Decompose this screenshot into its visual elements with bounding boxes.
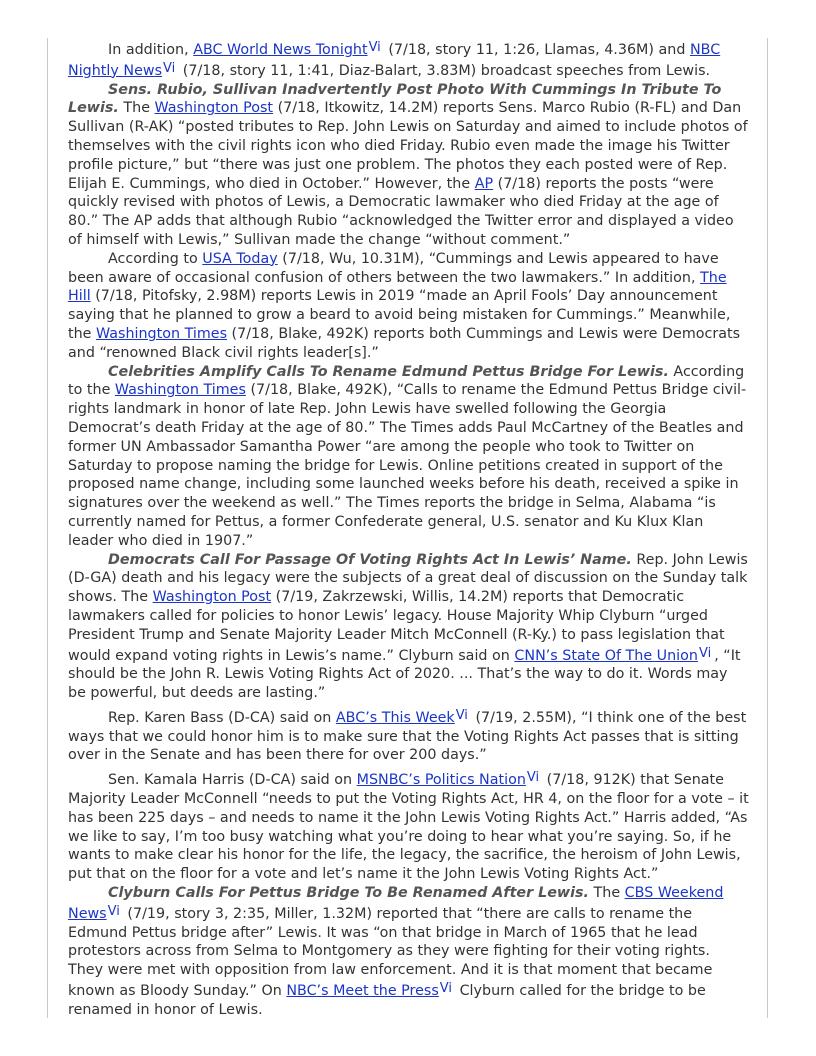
body-text: (7/18, 912K) that Senate Majority Leader McConnell “needs to put the Voting Rights Act, HR 4, on the floor for a vote – it has been 225 days – and needs to name it the John Lewis Voting Rights Act.” Harris added, “As we like to say, I’m too busy watching what you’re doing to hear what you’re saying. So, if he wants to make clear his honor for the life, the legacy, the sacrifice, the heroism of John Lewis, put that on the floor for a vote and let’s name it the John Lewis Voting Rights Act.”: [68, 772, 749, 883]
left-margin-rule: [47, 38, 48, 1018]
link-washington-times[interactable]: Washington Times: [96, 325, 228, 342]
link-washington-post-2[interactable]: Washington Post: [152, 589, 272, 606]
link-msnbc-politics-nation[interactable]: MSNBC’s Politics Nation: [356, 772, 526, 789]
link-nbc-nightly-news[interactable]: NBC Nightly News: [68, 42, 721, 79]
article-paragraph: [68, 250, 749, 363]
body-text: (7/18, Blake, 492K), “Calls to rename the Edmund Pettus Bridge civil-rights landmark in honor of late Rep. John Lewis have swelled following the Georgia Democrat’s death Friday at the age of 80.” The Times adds Paul McCartney of the Beatles and former UN Ambassador Samantha Power “are among the people who took to Twitter on Saturday to propose naming the bridge for Lewis. Online petitions created in support of the proposed name change, including some launched weeks before his death, received a spike in signatures over the weekend as well.” The Times reports the bridge in Selma, Alabama “is currently named for Pettus, a former Confederate general, U.S. senator and Ku Klux Klan leader who died in 1907.”: [68, 382, 747, 549]
link-washington-times-2[interactable]: Washington Times: [114, 382, 246, 399]
link-cnn-state-of-the-union[interactable]: CNN’s State Of The Union: [514, 647, 698, 664]
link-abc-world-news-tonight[interactable]: ABC World News Tonight: [193, 42, 368, 58]
link-washington-post[interactable]: Washington Post: [154, 100, 274, 117]
link-cbs-weekend-news[interactable]: CBS Weekend News: [68, 885, 724, 922]
video-icon[interactable]: Vi: [698, 645, 712, 661]
article-paragraph: [68, 363, 749, 551]
story-headline: Democrats Call For Passage Of Voting Rights Act In Lewis’ Name.: [108, 551, 632, 568]
video-icon[interactable]: Vi: [455, 707, 468, 723]
story-headline: Clyburn Calls For Pettus Bridge To Be Renamed After Lewis.: [108, 885, 589, 902]
body-text: (7/18, story 11, 1:26, Llamas, 4.36M) and: [383, 42, 690, 58]
story-headline: Celebrities Amplify Calls To Rename Edmund Pettus Bridge For Lewis.: [108, 363, 669, 380]
body-text: (7/18, Pitofsky, 2.98M) reports Lewis in 2019 “made an April Fools’ Day announcement saying that he planned to grow a beard to avoid being mistaken for Cummings.” Meanwhile, the: [68, 288, 731, 342]
body-text: (7/18, Itkowitz, 14.2M) reports Sens. Marco Rubio (R-FL) and Dan Sullivan (R-AK) “posted tributes to Rep. John Lewis on Saturday and aimed to include photos of themselves with the civil rights icon who died Friday. Rubio even made the image his Twitter profile picture,” but “there was just one problem. The photos they each posted were of Rep. Elijah E. Cummings, who died in October.” However, the: [68, 100, 748, 192]
link-the-hill[interactable]: The Hill: [68, 269, 727, 305]
article-paragraph: [68, 39, 749, 81]
link-ap[interactable]: AP: [474, 175, 494, 192]
video-icon[interactable]: Vi: [107, 903, 120, 919]
article-paragraph: [68, 81, 749, 250]
body-text: The: [588, 885, 625, 902]
article-paragraph: [68, 769, 749, 884]
video-icon[interactable]: Vi: [526, 770, 540, 786]
body-text: (7/18, story 11, 1:41, Diaz-Balart, 3.83M) broadcast speeches from Lewis.: [178, 62, 711, 79]
body-text: Rep. John Lewis (D-GA) death and his legacy were the subjects of a great deal of discussion on the Sunday talk shows. The: [68, 551, 748, 606]
body-text: (7/18, Blake, 492K) reports both Cummings and Lewis were Democrats and “renowned Black civil rights leader[s].”: [68, 325, 741, 361]
link-usa-today[interactable]: USA Today: [202, 250, 278, 267]
body-text: In addition,: [108, 42, 194, 58]
body-text: , “It should be the John R. Lewis Voting Rights Act of 2020. ... That’s the way to do it. Words may be powerful, but deeds are lasting.”: [68, 647, 741, 702]
body-text: The: [118, 100, 155, 117]
video-icon[interactable]: Vi: [439, 981, 453, 997]
body-text: Clyburn called for the bridge to be renamed in honor of Lewis.: [68, 983, 706, 1018]
body-text: (7/19, Zakrzewski, Willis, 14.2M) reports that Democratic lawmakers called for policies to honor Lewis’ legacy. House Majority Whip Clyburn “urged President Trump and Senate Majority Leader Mitch McConnell (R-Ky.) to pass legislation that would expand voting rights in Lewis’s name.” Clyburn said on: [68, 589, 725, 664]
body-text: Rep. Karen Bass (D-CA) said on: [108, 709, 336, 726]
article-paragraph: [68, 884, 749, 1020]
story-headline: Sens. Rubio, Sullivan Inadvertently Post Photo With Cummings In Tribute To Lewis.: [68, 81, 722, 117]
video-icon[interactable]: Vi: [368, 40, 381, 55]
video-icon[interactable]: Vi: [163, 60, 176, 76]
body-text: (7/19, 2.55M), “I think one of the best ways that we could honor him is to make sure that the Voting Rights Act passes that is sitting over in the Senate and has been there for over 200 days.”: [68, 709, 747, 764]
link-abc-this-week[interactable]: ABC’s This Week: [335, 709, 455, 726]
right-margin-rule: [767, 38, 768, 1018]
body-text: According to: [108, 250, 203, 267]
body-text: Sen. Kamala Harris (D-CA) said on: [108, 772, 357, 789]
body-text: (7/18, Wu, 10.31M), “Cummings and Lewis appeared to have been aware of occasional confusion of others between the two lawmakers.” In addition,: [68, 250, 719, 286]
body-text: (7/19, story 3, 2:35, Miller, 1.32M) reported that “there are calls to rename the Edmund Pettus bridge after” Lewis. It was “on that bridge in March of 1965 that he lead protestors across from Selma to Montgomery as they were fighting for their voting rights. They were met with opposition from law enforcement. And it is that moment that became known as Bloody Sunday.” On: [68, 905, 713, 1000]
body-text: (7/18) reports the posts “were quickly revised with photos of Lewis, a Democratic lawmaker who died Friday at the age of 80.” The AP adds that although Rubio “acknowledged the Twitter error and displayed a video of himself with Lewis,” Sullivan made the change “without comment.”: [68, 175, 734, 248]
article-paragraph: [68, 551, 749, 703]
link-nbc-meet-the-press[interactable]: NBC’s Meet the Press: [286, 983, 439, 1000]
document-body: [68, 39, 749, 1020]
article-paragraph: [68, 707, 749, 765]
body-text: According to the: [68, 363, 745, 399]
